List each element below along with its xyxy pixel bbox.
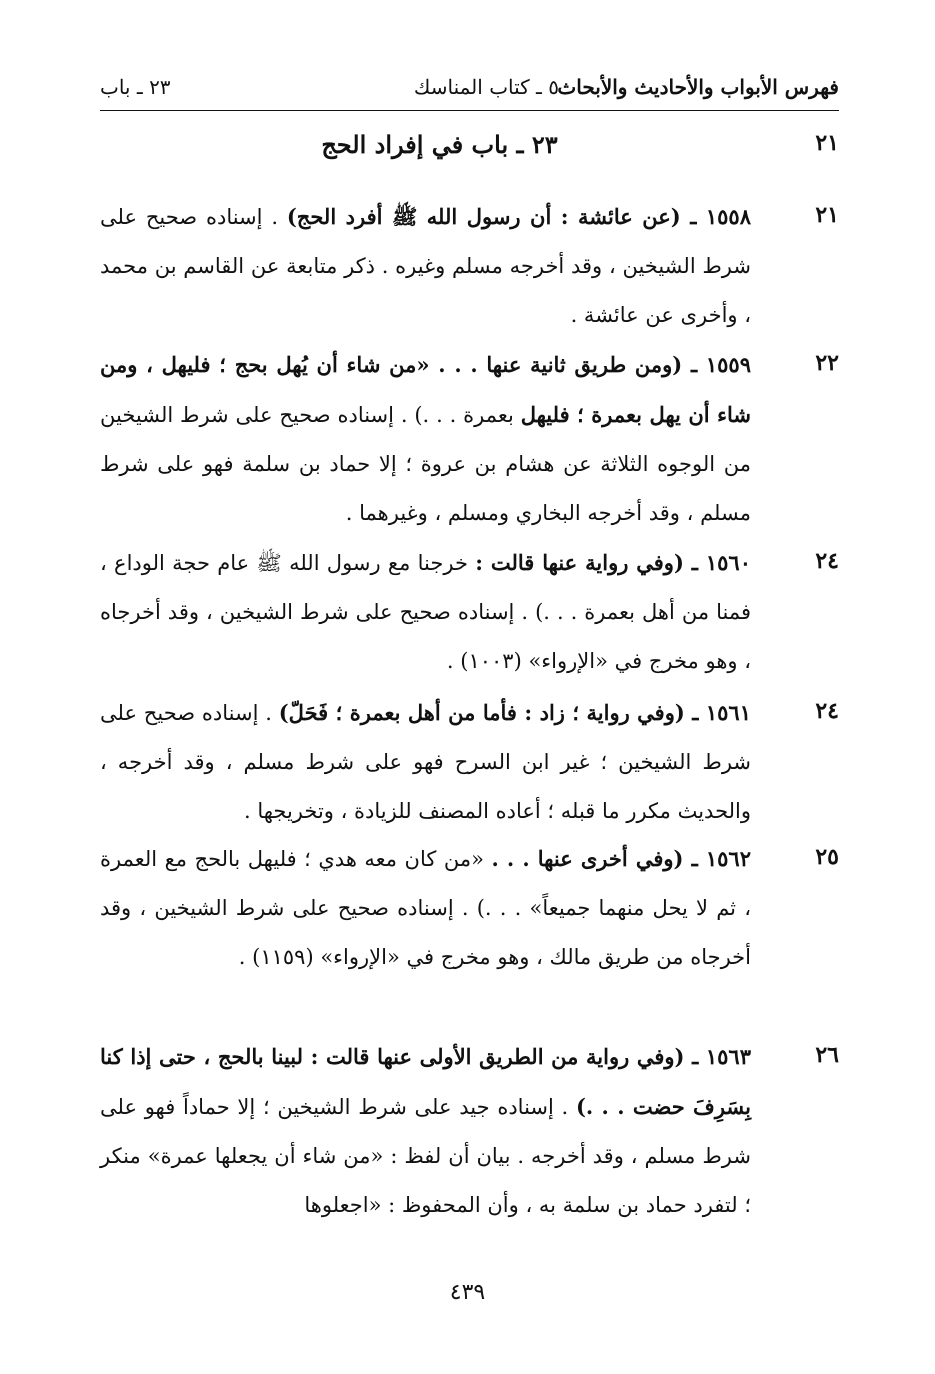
entry-bold-text: ١٥٦٣ ـ (وفي رواية من الطريق الأولى عنها قالت : لبينا بالحج ، حتى إذا كنا بِسَرِفَ حضت . . .) xyxy=(100,1044,751,1119)
entry-text xyxy=(100,192,751,340)
entry-page-ref: ٢٤ xyxy=(815,548,839,574)
entry-text xyxy=(100,1032,751,1230)
chapter-page-ref: ٢١ xyxy=(815,130,839,156)
page-number: ٤٣٩ xyxy=(449,1280,486,1305)
entry-page-ref: ٢٥ xyxy=(815,844,839,870)
entry-bold-text: ١٥٦١ ـ (وفي رواية ؛ زاد : فأما من أهل بعمرة ؛ فَحَلّ) xyxy=(278,700,751,725)
header-book-title: ٥ ـ كتاب المناسك xyxy=(413,75,559,99)
entry-bold-text: ١٥٥٨ ـ (عن عائشة : أن رسول الله ﷺ أفرد الحج) xyxy=(286,204,751,229)
entry-bold-text: ١٥٦٠ ـ (وفي رواية عنها قالت : xyxy=(475,550,751,575)
entry-commentary: خرجنا مع رسول الله ﷺ عام حجة الوداع ، فمنا من أهل بعمرة . . .) . إسناده صحيح على شرط الشيخين ، وقد أخرجاه ، وهو مخرج في «الإرواء» (١٠٠٣) . xyxy=(100,551,751,673)
entry-page-ref: ٢١ xyxy=(815,202,839,228)
chapter-heading xyxy=(100,130,839,170)
entry-text xyxy=(100,834,751,982)
entry-commentary: . إسناده صحيح على شرط الشيخين ، وقد أخرجه مسلم وغيره . ذكر متابعة عن القاسم بن محمد ، وأخرى عن عائشة . xyxy=(100,205,751,327)
entry-bold-text: ١٥٥٩ ـ (ومن طريق ثانية عنها . . . «من شاء أن يُهل بحج ؛ فليهل ، ومن شاء أن يهل بعمرة ؛ فليهل xyxy=(100,352,751,427)
header-divider xyxy=(100,110,839,111)
entry-commentary: «من كان معه هدي ؛ فليهل بالحج مع العمرة ، ثم لا يحل منهما جميعاً» . . .) . إسناده صحيح على شرط الشيخين ، وقد أخرجاه من طريق مالك ، وهو مخرج في «الإرواء» (١١٥٩) . xyxy=(100,847,751,969)
entry-bold-text: ١٥٦٢ ـ (وفي أخرى عنها . . . xyxy=(491,846,751,871)
entry-text xyxy=(100,340,751,538)
header-chapter: ٢٣ ـ باب xyxy=(100,75,171,99)
entry-page-ref: ٢٤ xyxy=(815,698,839,724)
entry-commentary: . إسناده جيد على شرط الشيخين ؛ إلا حماداً فهو على شرط مسلم ، وقد أخرجه . بيان أن لفظ : «من شاء أن يجعلها عمرة» منكر ؛ لتفرد حماد بن سلمة به ، وأن المحفوظ : «اجعلوها xyxy=(100,1095,751,1217)
chapter-title: ٢٣ ـ باب في إفراد الحج xyxy=(321,130,558,159)
header-index-title: فهرس الأبواب والأحاديث والأبحاث xyxy=(557,75,839,99)
entry-text xyxy=(100,538,751,686)
entry-commentary: . إسناده صحيح على شرط الشيخين ؛ غير ابن السرح فهو على شرط مسلم ، وقد أخرجه ، والحديث مكرر ما قبله ؛ أعاده المصنف للزيادة ، وتخريجها . xyxy=(100,701,751,823)
entry-page-ref: ٢٦ xyxy=(815,1042,839,1068)
entry-page-ref: ٢٢ xyxy=(815,350,839,376)
entry-text xyxy=(100,688,751,836)
entry-commentary: بعمرة . . .) . إسناده صحيح على شرط الشيخين من الوجوه الثلاثة عن هشام بن عروة ؛ إلا حماد بن سلمة فهو على شرط مسلم ، وقد أخرجه البخاري ومسلم ، وغيرهما . xyxy=(100,403,751,525)
running-header xyxy=(100,72,839,112)
